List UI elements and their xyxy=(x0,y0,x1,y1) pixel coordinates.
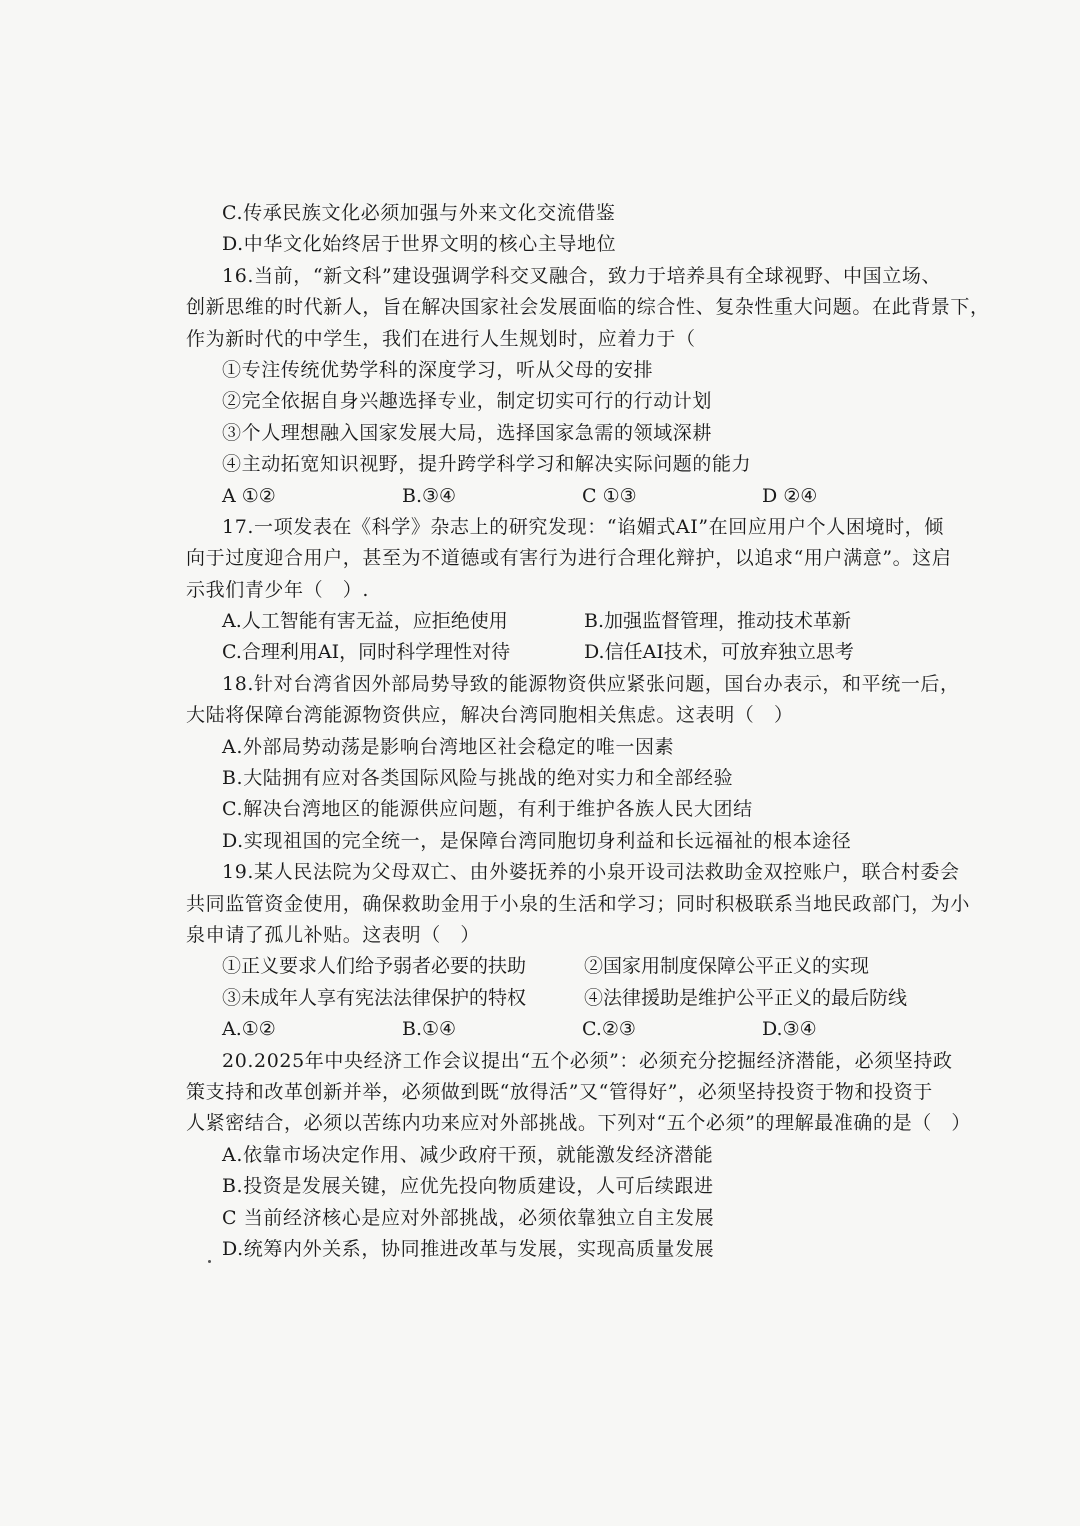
q16-item-4: ④主动拓宽知识视野，提升跨学科学习和解决实际问题的能力 xyxy=(222,453,752,476)
q19-stem-line-1: 19.某人民法院为父母双亡、由外婆抚养的小泉开设司法救助金双控账户，联合村委会 xyxy=(222,861,960,884)
q16-choice-a: A ①② xyxy=(222,484,276,507)
q16-choice-b: B.③④ xyxy=(402,484,457,507)
q16-choice-d: D ②④ xyxy=(762,484,818,507)
q19-item-2: ②国家用制度保障公平正义的实现 xyxy=(584,955,870,978)
q17-choices-row-1 xyxy=(186,606,946,637)
q17-stem-line-2: 向于过度迎合用户，甚至为不道德或有害行为进行合理化辩护，以追求“用户满意”。这启 xyxy=(186,547,952,570)
q19-choices xyxy=(186,1014,946,1045)
q19-item-4: ④法律援助是维护公平正义的最后防线 xyxy=(584,986,908,1009)
q20-stem-line-3: 人紧密结合，必须以苦练内功来应对外部挑战。下列对“五个必须”的理解最准确的是（ ） xyxy=(186,1112,972,1135)
q17-choices-row-2 xyxy=(186,637,946,668)
q19-choice-c: C.②③ xyxy=(582,1018,636,1041)
q19-item-1: ①正义要求人们给予弱者必要的扶助 xyxy=(222,955,527,978)
q16-choices xyxy=(186,481,946,512)
q20-choice-d: D.统筹内外关系，协同推进改革与发展，实现高质量发展 xyxy=(222,1237,715,1260)
q20-choice-c: C 当前经济核心是应对外部挑战，必须依靠独立自主发展 xyxy=(222,1206,715,1229)
q19-item-3: ③未成年人享有宪法法律保护的特权 xyxy=(222,986,527,1009)
q17-stem-line-1: 17.一项发表在《科学》杂志上的研究发现：“谄媚式AI”在回应用户个人困境时，倾 xyxy=(222,515,944,538)
q16-item-3: ③个人理想融入国家发展大局，选择国家急需的领域深耕 xyxy=(222,421,713,444)
q15-option-c: C.传承民族文化必须加强与外来文化交流借鉴 xyxy=(222,202,616,224)
q19-choice-b: B.①④ xyxy=(402,1018,457,1041)
q19-stem-line-3: 泉申请了孤儿补贴。这表明（ ） xyxy=(186,923,481,946)
q17-choice-b: B.加强监督管理，推动技术革新 xyxy=(584,610,852,633)
q19-items-row-2 xyxy=(186,983,946,1014)
q19-items-row-1 xyxy=(186,951,946,982)
q16-stem-line-2: 创新思维的时代新人，旨在解决国家社会发展面临的综合性、复杂性重大问题。在此背景下， xyxy=(186,296,990,319)
q17-stem-line-3: 示我们青少年（ ）. xyxy=(186,578,370,601)
scan-speck xyxy=(208,1260,211,1263)
q16-choice-c: C ①③ xyxy=(582,484,637,507)
q18-choice-b: B.大陆拥有应对各类国际风险与挑战的绝对实力和全部经验 xyxy=(222,767,734,790)
q18-choice-c: C.解决台湾地区的能源供应问题，有利于维护各族人民大团结 xyxy=(222,798,753,821)
q16-stem-line-1: 16.当前，“新文科”建设强调学科交叉融合，致力于培养具有全球视野、中国立场、 xyxy=(222,264,942,287)
q16-item-2: ②完全依据自身兴趣选择专业，制定切实可行的行动计划 xyxy=(222,390,713,413)
q18-choice-a: A.外部局势动荡是影响台湾地区社会稳定的唯一因素 xyxy=(222,735,675,758)
q19-choice-d: D.③④ xyxy=(762,1018,817,1041)
q18-stem-line-1: 18.针对台湾省因外部局势导致的能源物资供应紧张问题，国台办表示，和平统一后， xyxy=(222,672,960,695)
q17-choice-a: A.人工智能有害无益，应拒绝使用 xyxy=(222,610,508,633)
q16-item-1: ①专注传统优势学科的深度学习，听从父母的安排 xyxy=(222,358,654,381)
q18-choice-d: D.实现祖国的完全统一，是保障台湾同胞切身利益和长远福祉的根本途径 xyxy=(222,829,852,852)
q20-stem-line-2: 策支持和改革创新并举，必须做到既“放得活”又“管得好”，必须坚持投资于物和投资于 xyxy=(186,1080,933,1103)
q15-option-d: D.中华文化始终居于世界文明的核心主导地位 xyxy=(222,233,617,256)
exam-page xyxy=(186,198,990,1265)
q20-stem-line-1: 20.2025年中央经济工作会议提出“五个必须”：必须充分挖掘经济潜能，必须坚持政 xyxy=(222,1049,953,1072)
q16-stem-line-3: 作为新时代的中学生，我们在进行人生规划时，应着力于（ xyxy=(186,327,696,350)
q20-choice-a: A.依靠市场决定作用、减少政府干预，就能激发经济潜能 xyxy=(222,1143,714,1166)
q18-stem-line-2: 大陆将保障台湾能源物资供应，解决台湾同胞相关焦虑。这表明（ ） xyxy=(186,704,794,727)
q20-choice-b: B.投资是发展关键，应优先投向物质建设，人可后续跟进 xyxy=(222,1175,714,1198)
q19-choice-a: A.①② xyxy=(222,1018,276,1041)
q17-choice-d: D.信任AI技术，可放弃独立思考 xyxy=(584,641,854,664)
q17-choice-c: C.合理利用AI，同时科学理性对待 xyxy=(222,641,511,664)
q19-stem-line-2: 共同监管资金使用，确保救助金用于小泉的生活和学习；同时积极联系当地民政部门，为小 xyxy=(186,892,971,915)
